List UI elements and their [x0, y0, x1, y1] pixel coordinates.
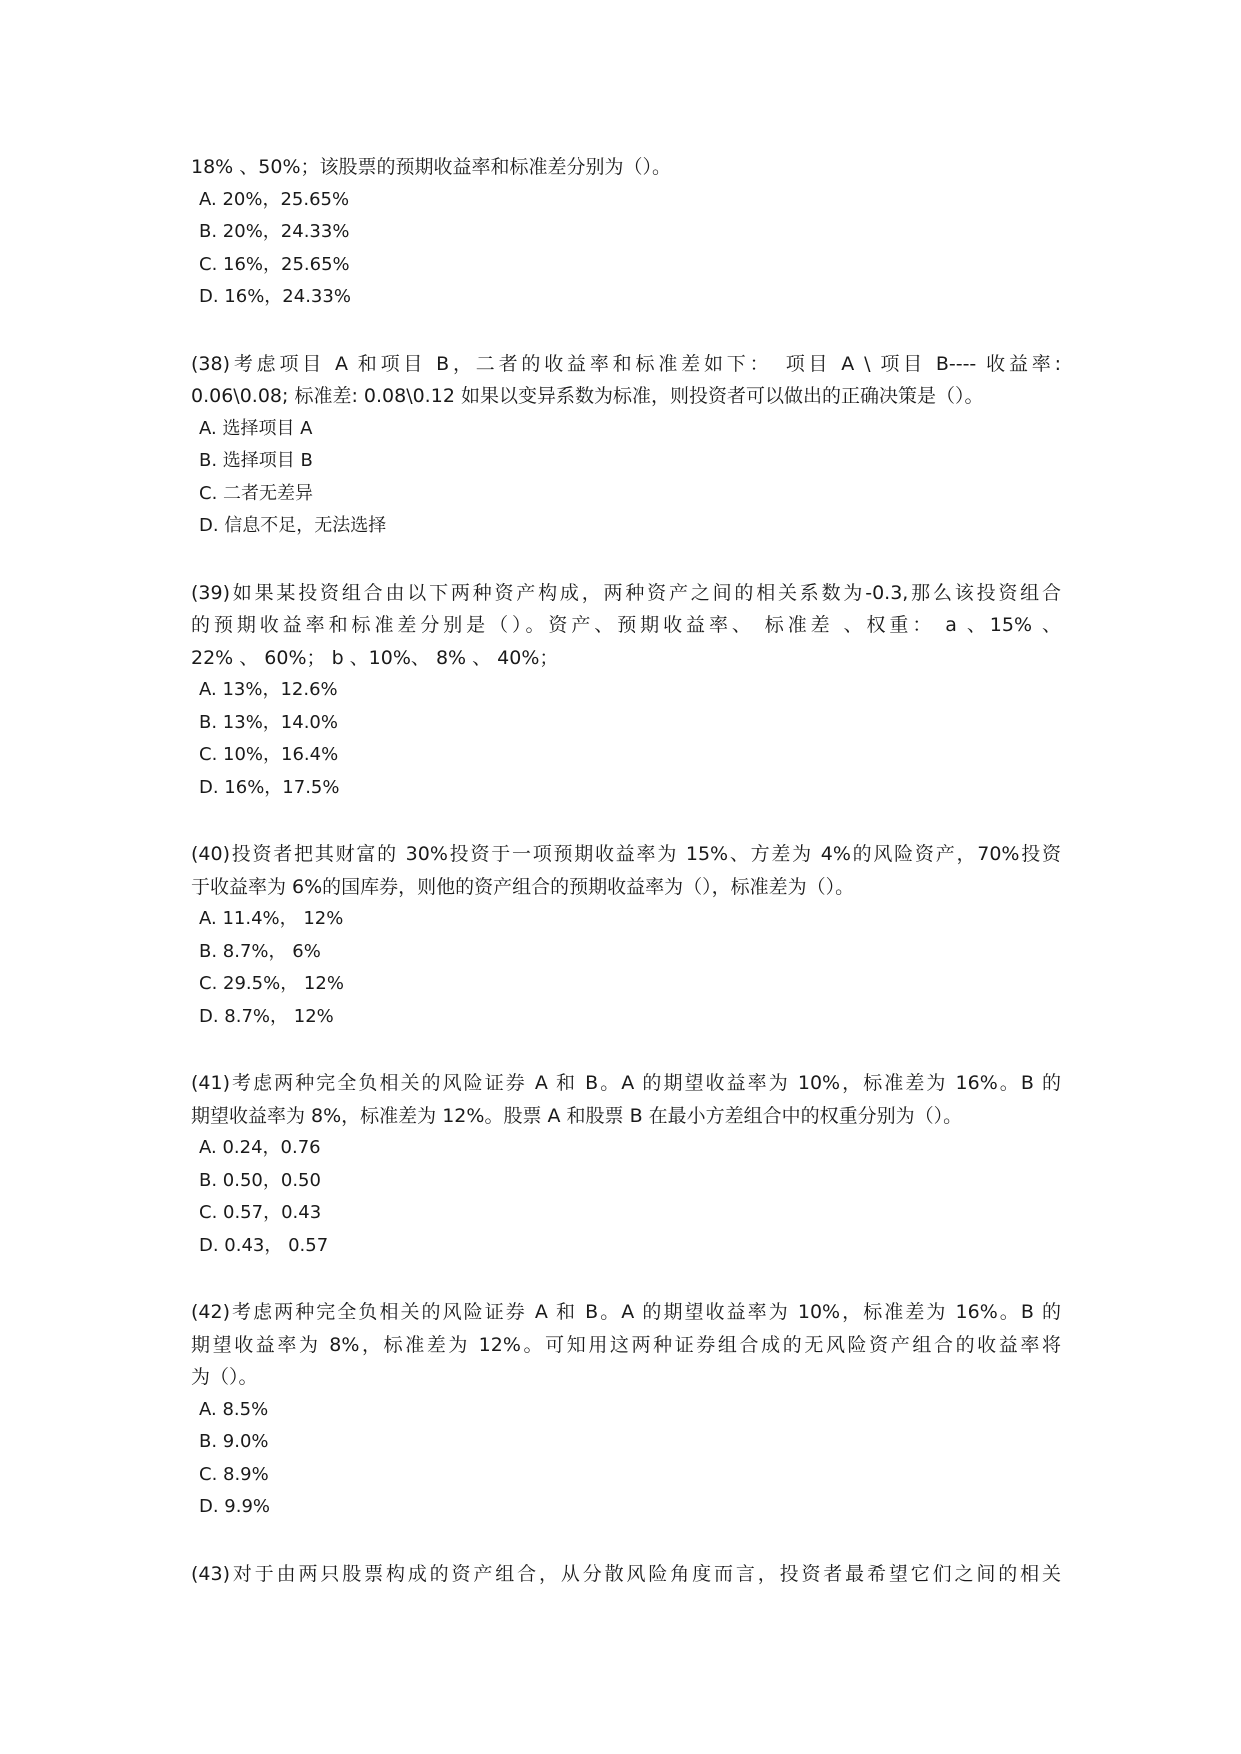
question-stem — [191, 1558, 1061, 1591]
option-b: B. 9.0% — [199, 1431, 269, 1452]
option-d: D. 16%，24.33% — [199, 286, 351, 307]
question-39 — [191, 577, 1061, 805]
options-list — [191, 184, 1061, 314]
option-b: B. 8.7%， 6% — [199, 940, 321, 962]
stem-line: 22% 、 60%； b 、10%、 8% 、 40%； — [191, 646, 559, 669]
option-d: D. 0.43， 0.57 — [199, 1234, 329, 1256]
stem-line: (42)考虑两种完全负相关的风险证券 A 和 B。A 的期望收益率为 10%，标准差为 16%。B 的 — [191, 1301, 1061, 1323]
options-list — [191, 1132, 1061, 1262]
stem-line: (41)考虑两种完全负相关的风险证券 A 和 B。A 的期望收益率为 10%，标准差为 16%。B 的 — [191, 1072, 1061, 1094]
question-40 — [191, 838, 1061, 1033]
option-b: B. 选择项目 B — [199, 450, 313, 471]
option-d: D. 8.7%， 12% — [199, 1005, 334, 1027]
question-41 — [191, 1067, 1061, 1262]
stem-line: 0.06\0.08; 标准差: 0.08\0.12 如果以变异系数为标准，则投资者可以做出的正确决策是（）。 — [191, 385, 984, 407]
option-d: D. 信息不足，无法选择 — [199, 515, 387, 536]
options-list — [191, 903, 1061, 1033]
question-stem — [191, 348, 1061, 413]
stem-line: (43)对于由两只股票构成的资产组合，从分散风险角度而言，投资者最希望它们之间的相关 — [191, 1562, 1061, 1585]
stem-line: (38)考虑项目 A 和项目 B，二者的收益率和标准差如下： 项目 A \ 项目 B---- 收益率: — [191, 352, 1061, 375]
stem-line: 期望收益率为 8%，标准差为 12%。股票 A 和股票 B 在最小方差组合中的权重分别为（）。 — [191, 1104, 963, 1127]
options-list — [191, 1394, 1061, 1524]
question-stem — [191, 1296, 1061, 1394]
option-c: C. 10%，16.4% — [199, 744, 339, 765]
option-c: C. 0.57，0.43 — [199, 1202, 322, 1223]
document-page — [191, 0, 1061, 1590]
stem-line: (40)投资者把其财富的 30%投资于一项预期收益率为 15%、方差为 4%的风险资产，70%投资 — [191, 843, 1061, 865]
options-list — [191, 674, 1061, 804]
stem-line: 期望收益率为 8%，标准差为 12%。可知用这两种证券组合成的无风险资产组合的收益率将 — [191, 1333, 1061, 1356]
option-b: B. 20%，24.33% — [199, 221, 350, 242]
question-42 — [191, 1296, 1061, 1524]
option-a: A. 13%，12.6% — [199, 679, 338, 700]
option-b: B. 0.50，0.50 — [199, 1169, 321, 1191]
stem-line: 为（）。 — [191, 1366, 258, 1388]
stem-line: (39)如果某投资组合由以下两种资产构成，两种资产之间的相关系数为-0.3,那么该投资组合 — [191, 581, 1061, 604]
question-stem — [191, 577, 1061, 675]
stem-line: 于收益率为 6%的国库券，则他的资产组合的预期收益率为（），标准差为（）。 — [191, 875, 855, 898]
option-a: A. 8.5% — [199, 1398, 269, 1420]
stem-line: 的预期收益率和标准差分别是（）。资产、预期收益率、 标准差 、权重： a 、15% 、 — [191, 614, 1061, 636]
option-c: C. 29.5%， 12% — [199, 973, 344, 994]
options-list — [191, 413, 1061, 543]
question-stem — [191, 1067, 1061, 1132]
option-b: B. 13%，14.0% — [199, 711, 338, 733]
option-d: D. 16%，17.5% — [199, 776, 340, 798]
option-a: A. 0.24，0.76 — [199, 1137, 321, 1158]
option-d: D. 9.9% — [199, 1496, 271, 1517]
option-a: A. 选择项目 A — [199, 417, 313, 439]
option-c: C. 8.9% — [199, 1463, 269, 1485]
question-38 — [191, 348, 1061, 543]
question-stem — [191, 838, 1061, 903]
option-a: A. 20%，25.65% — [199, 188, 350, 210]
option-c: C. 二者无差异 — [199, 482, 314, 504]
question-stem-continued: 18% 、50%；该股票的预期收益率和标准差分别为（）。 — [191, 156, 672, 178]
option-a: A. 11.4%， 12% — [199, 908, 344, 929]
question-43 — [191, 1558, 1061, 1591]
option-c: C. 16%，25.65% — [199, 253, 350, 275]
